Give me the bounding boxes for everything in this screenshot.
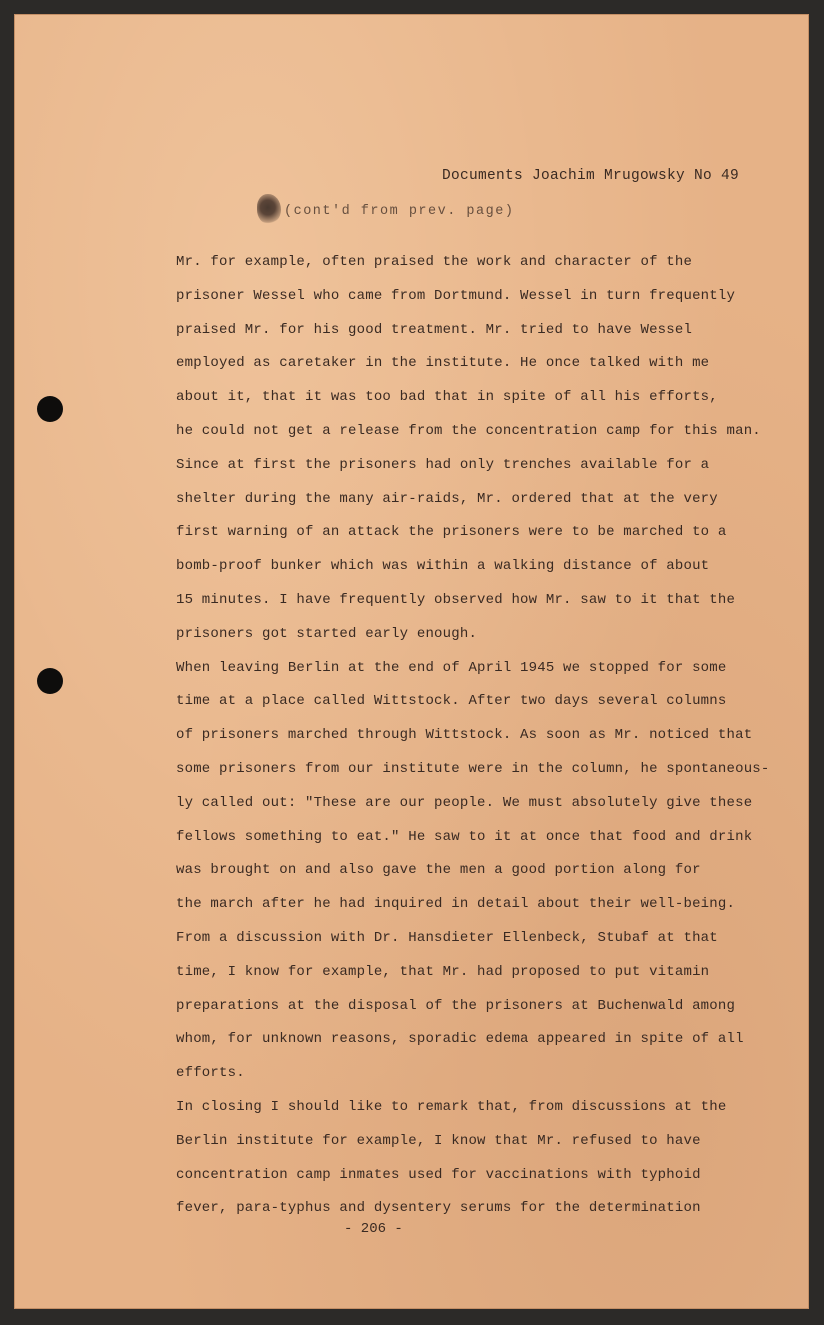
text-line: When leaving Berlin at the end of April 1945 we stopped for some (176, 659, 727, 676)
text-line: prisoner Wessel who came from Dortmund. Wessel in turn frequently (176, 287, 736, 304)
text-line: about it, that it was too bad that in spite of all his efforts, (176, 389, 718, 406)
text-line: concentration camp inmates used for vaccinations with typhoid (176, 1166, 701, 1183)
document-page (14, 14, 809, 1309)
text-line: some prisoners from our institute were in the column, he spontaneous- (176, 760, 770, 777)
punch-hole-top (37, 396, 63, 422)
continuation-heading: (cont'd from prev. page) (284, 204, 515, 219)
text-line: was brought on and also gave the men a good portion along for (176, 862, 701, 879)
text-line: whom, for unknown reasons, sporadic edema appeared in spite of all (176, 1031, 744, 1048)
text-line: fever, para-typhus and dysentery serums for the determination (176, 1200, 701, 1217)
text-line: bomb-proof bunker which was within a walking distance of about (176, 558, 710, 575)
text-line: ly called out: "These are our people. We must absolutely give these (176, 794, 753, 811)
text-line: the march after he had inquired in detail about their well-being. (176, 896, 736, 913)
text-line: time at a place called Wittstock. After two days several columns (176, 693, 727, 710)
text-line: of prisoners marched through Wittstock. As soon as Mr. noticed that (176, 727, 753, 744)
text-line: In closing I should like to remark that, from discussions at the (176, 1098, 727, 1115)
text-line: employed as caretaker in the institute. He once talked with me (176, 355, 710, 372)
text-line: From a discussion with Dr. Hansdieter Ellenbeck, Stubaf at that (176, 929, 718, 946)
text-line: efforts. (176, 1065, 245, 1082)
text-line: Mr. for example, often praised the work and character of the (176, 254, 693, 270)
ink-smudge (257, 194, 281, 224)
text-line: praised Mr. for his good treatment. Mr. tried to have Wessel (176, 321, 693, 338)
text-line: 15 minutes. I have frequently observed how Mr. saw to it that the (176, 591, 736, 608)
text-line: first warning of an attack the prisoners were to be marched to a (176, 524, 727, 541)
text-line: shelter during the many air-raids, Mr. ordered that at the very (176, 490, 718, 507)
punch-hole-bottom (37, 668, 63, 694)
text-line: prisoners got started early enough. (176, 625, 478, 642)
body-text (176, 246, 776, 1226)
text-line: time, I know for example, that Mr. had proposed to put vitamin (176, 963, 710, 980)
text-line: Berlin institute for example, I know that Mr. refused to have (176, 1132, 701, 1149)
text-line: preparations at the disposal of the prisoners at Buchenwald among (176, 997, 736, 1014)
text-line: fellows something to eat." He saw to it at once that food and drink (176, 828, 753, 845)
page-number: - 206 - (344, 1221, 403, 1237)
text-line: he could not get a release from the concentration camp for this man. (176, 422, 761, 439)
document-reference: Documents Joachim Mrugowsky No 49 (441, 168, 739, 184)
text-line: Since at first the prisoners had only trenches available for a (176, 456, 710, 473)
